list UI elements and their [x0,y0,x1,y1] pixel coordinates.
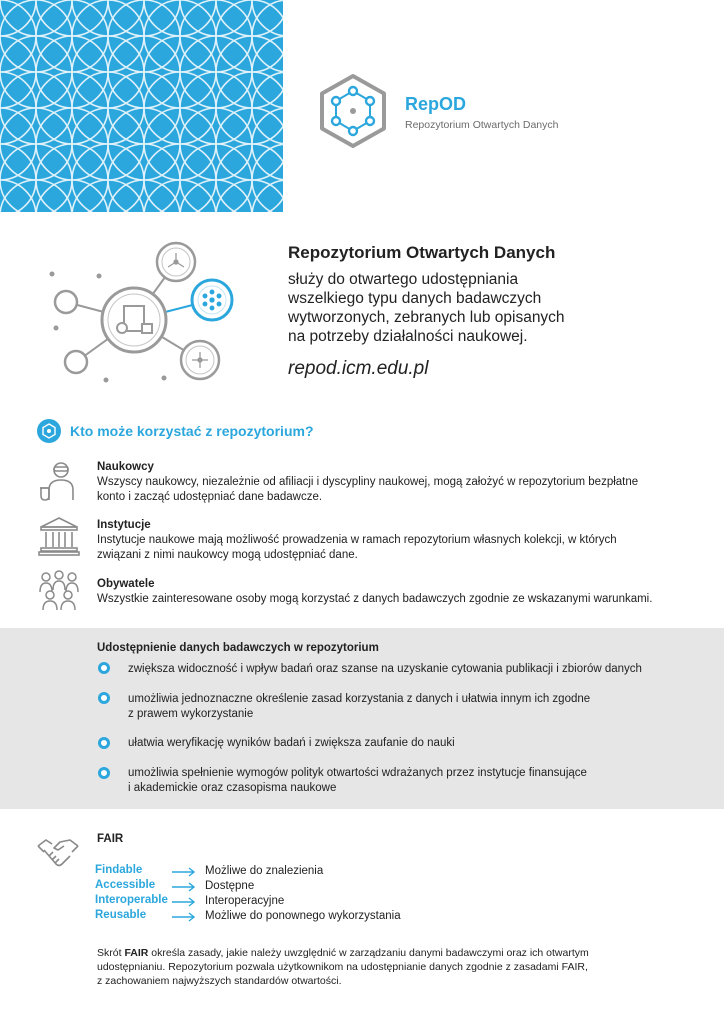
who-item-title: Naukowcy [97,461,154,473]
fair-meaning: Możliwe do znalezienia [205,865,324,877]
who-heading: Kto może korzystać z repozytorium? [70,423,314,439]
who-item-description [97,592,652,607]
bullet-circle-icon [98,662,110,674]
who-item-line: Wszystkie zainteresowane osoby mogą korzystać z danych badawczych zgodnie ze wskazanymi warunkami. [97,593,653,605]
intro-title: Repozytorium Otwartych Danych [288,243,556,262]
hexagon-network-icon [37,419,61,443]
benefit-item [128,662,642,677]
fair-note-bold: FAIR [124,947,149,959]
institution-building-icon [37,514,81,558]
who-item-line: konto i zacząć udostępniać dane badawcze. [97,491,323,503]
repository-url-link[interactable]: repod.icm.edu.pl [288,358,429,379]
repod-logo-icon [315,73,391,149]
who-item-line: związani z nimi naukowcy mogą udostępniać dane. [97,549,358,561]
fair-meaning: Możliwe do ponownego wykorzystania [205,910,401,922]
header-circle-pattern [0,0,283,212]
who-item-description [97,533,617,563]
arrow-right-icon [172,897,196,907]
fair-note-line: z zachowaniem najwyższych standardów otwartości. [97,975,342,987]
benefit-line: zwiększa widoczność i wpływ badań oraz szanse na uzyskanie cytowania publikacji i zbiorów danych [128,663,642,675]
benefit-line: umożliwia jednoznaczne określenie zasad korzystania z danych i ułatwia innym ich zgodne [128,693,591,705]
fair-title: FAIR [97,833,124,845]
who-item-title: Instytucje [97,519,151,531]
fair-meaning: Interoperacyjne [205,895,285,907]
benefit-item [128,766,587,796]
benefits-title: Udostępnienie danych badawczych w repozytorium [97,642,379,654]
who-item-description [97,475,638,505]
benefit-item [128,692,590,722]
handshake-icon [36,834,80,874]
intro-line: na potrzeby działalności naukowej. [288,328,528,345]
fair-term: Interoperable [95,894,168,906]
bullet-circle-icon [98,737,110,749]
scientist-icon [37,458,81,502]
intro-description [288,270,618,346]
circle-pattern-graphic [0,0,283,212]
benefit-line: z prawem wykorzystanie [128,708,254,720]
arrow-right-icon [172,912,196,922]
intro-line: wytworzonych, zebranych lub opisanych [288,309,565,326]
intro-line: wszelkiego typu danych badawczych [288,290,542,307]
arrow-right-icon [172,867,196,877]
fair-term: Reusable [95,909,147,921]
fair-note-line: udostępnianiu. Repozytorium pozwala użytkownikom na udostępnianie danych zgodnie z zasadami FAIR, [97,961,588,973]
intro-line: służy do otwartego udostępniania [288,271,519,288]
brand-name: RepOD [405,94,467,114]
who-item-line: Instytucje naukowe mają możliwość prowadzenia w ramach repozytorium własnych kolekcji, w których [97,534,617,546]
bullet-circle-icon [98,767,110,779]
fair-term: Findable [95,864,143,876]
bullet-circle-icon [98,692,110,704]
fair-note-rest: określa zasady, jakie należy uwzględnić w zarządzaniu danymi badawczymi oraz ich otwartym [148,947,589,959]
benefit-line: ułatwia weryfikację wyników badań i zwiększa zaufanie do nauki [128,737,455,749]
fair-note [97,946,657,988]
data-network-illustration [44,240,244,385]
brand-subtitle: Repozytorium Otwartych Danych [405,119,559,131]
citizens-group-icon [37,568,81,612]
benefit-line: umożliwia spełnienie wymogów polityk otwartości wdrażanych przez instytucje finansujące [128,767,587,779]
fair-term: Accessible [95,879,156,891]
who-item-title: Obywatele [97,578,155,590]
fair-meaning: Dostępne [205,880,255,892]
arrow-right-icon [172,882,196,892]
who-item-line: Wszyscy naukowcy, niezależnie od afiliacji i dyscypliny naukowej, mogą założyć w repozytorium bezpłatne [97,476,639,488]
benefit-line: i akademickie oraz czasopisma naukowe [128,782,337,794]
benefit-item [128,736,455,751]
fair-note-prefix: Skrót [97,947,125,959]
